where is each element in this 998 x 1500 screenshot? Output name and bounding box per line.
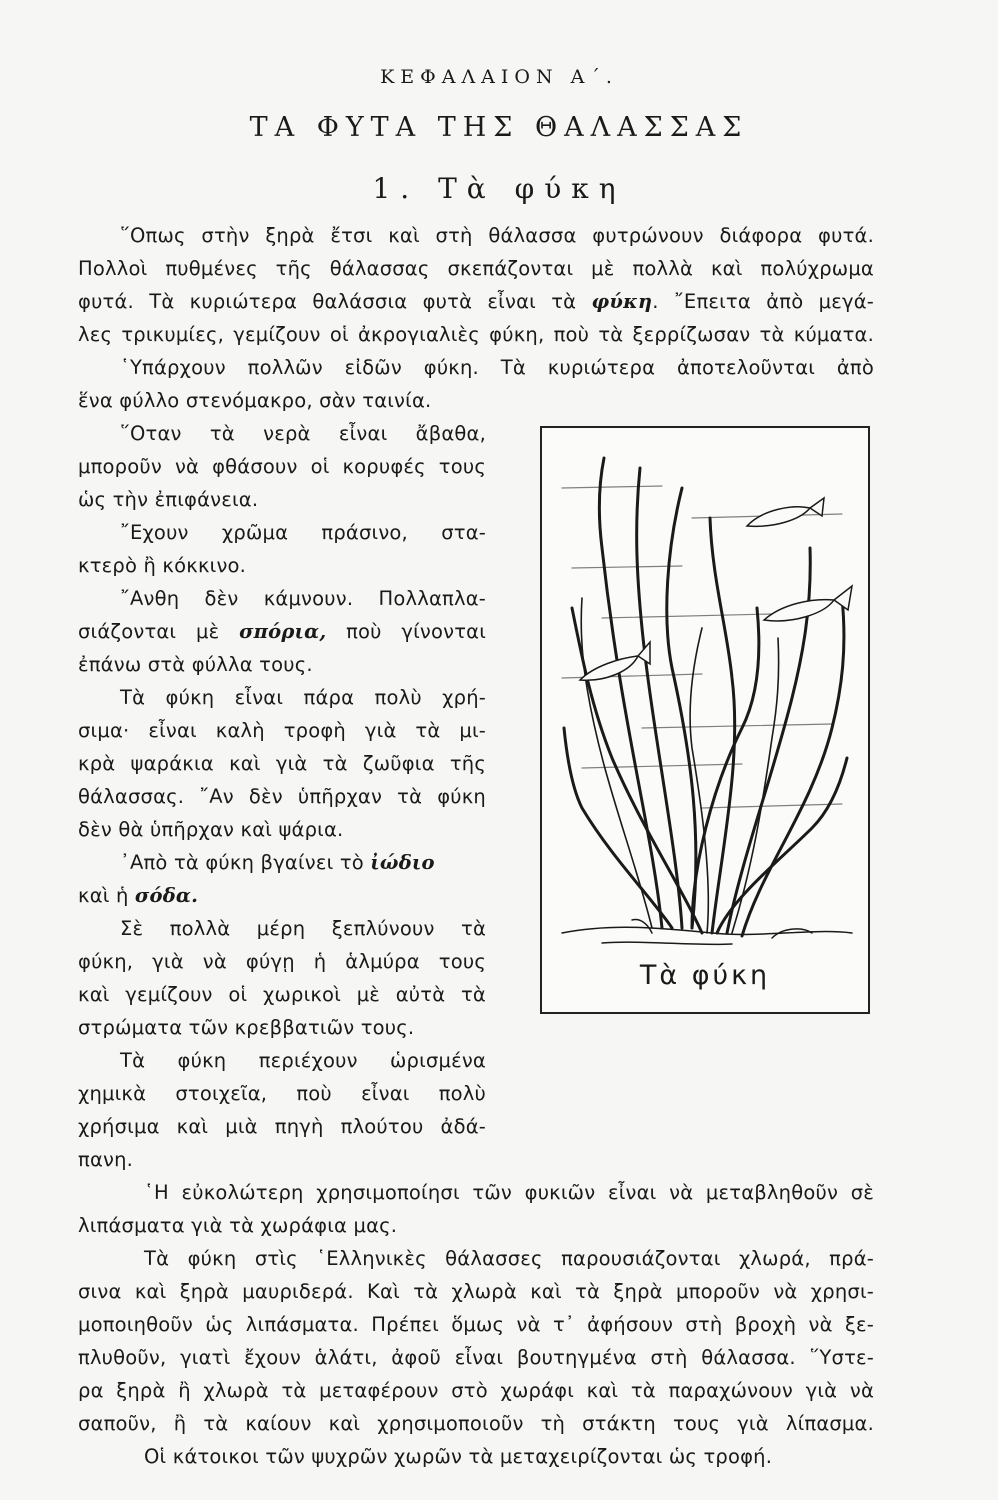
text-line: πλυθοῦν, γιατὶ ἔχουν ἁλάτι, ἀφοῦ εἶναι βουτηγμένα στὴ θάλασσα. ῞Υστε-	[78, 1346, 874, 1369]
page-title: ΤΑ ΦΥΤΑ ΤΗΣ ΘΑΛΑΣΣΑΣ	[249, 112, 749, 143]
text-line: ῾Η εὐκολώτερη χρησιμοποίησι τῶν φυκιῶν εἶναι νὰ μεταβληθοῦν σὲ	[144, 1181, 874, 1204]
emphasis-term: σπόρια,	[239, 620, 327, 643]
text-line: Πολλοὶ πυθμένες τῆς θάλασσας σκεπάζονται μὲ πολλὰ καὶ πολύχρωμα	[78, 257, 874, 280]
seaweed-fronds	[564, 458, 847, 936]
text-span: καὶ ἡ	[78, 884, 135, 907]
text-line: δὲν θὰ ὑπῆρχαν καὶ ψάρια.	[78, 818, 344, 841]
text-line: στρώματα τῶν κρεββατιῶν τους.	[78, 1016, 415, 1039]
text-line: λες τρικυμίες, γεμίζουν οἱ ἀκρογιαλιὲς φύκη, ποὺ τὰ ξερρίζωσαν τὰ κύματα.	[78, 323, 874, 346]
text-line: ἐπάνω στὰ φύλλα τους.	[78, 653, 313, 676]
text-line: ἕνα φύλλο στενόμακρο, σὰν ταινία.	[78, 389, 432, 412]
text-line: ῞Οπως στὴν ξηρὰ ἔτσι καὶ στὴ θάλασσα φυτρώνουν διάφορα φυτά.	[120, 224, 874, 247]
text-line: Οἱ κάτοικοι τῶν ψυχρῶν χωρῶν τὰ μεταχειρίζονται ὡς τροφή.	[144, 1445, 773, 1468]
text-line	[78, 288, 874, 316]
water-lines	[562, 486, 842, 808]
text-line: ῞Οταν τὰ νερὰ εἶναι ἄβαθα,	[120, 422, 486, 445]
text-line: κτερὸ ἢ κόκκινο.	[78, 554, 247, 577]
text-line: καὶ γεμίζουν οἱ χωρικοὶ μὲ αὐτὰ τὰ	[78, 983, 486, 1006]
text-line: φύκη, γιὰ νὰ φύγῃ ἡ ἁλμύρα τους	[78, 950, 486, 973]
fish-group	[580, 498, 852, 680]
chapter-heading: ΚΕΦΑΛΑΙΟΝ Α΄.	[380, 66, 618, 88]
seaweed-drawing	[542, 428, 868, 1012]
section-heading: 1. Τὰ φύκη	[372, 172, 626, 205]
text-line	[78, 618, 486, 646]
text-line: μοποιηθοῦν ὡς λιπάσματα. Πρέπει ὅμως νὰ τ᾿ ἀφήσουν στὴ βροχὴ νὰ ξε-	[78, 1313, 874, 1336]
text-span: ποὺ γίνονται	[326, 620, 486, 643]
text-line	[78, 849, 486, 877]
text-line: ῾Υπάρχουν πολλῶν εἰδῶν φύκη. Τὰ κυριώτερα ἀποτελοῦνται ἀπὸ	[120, 356, 874, 379]
text-line: Σὲ πολλὰ μέρη ξεπλύνουν τὰ	[120, 917, 486, 940]
text-span: φυτά. Τὰ κυριώτερα θαλάσσια φυτὰ εἶναι τὰ	[78, 290, 592, 313]
text-span: ᾿Απὸ τὰ φύκη βγαίνει τὸ	[120, 851, 371, 874]
text-line: χρήσιμα καὶ μιὰ πηγὴ πλούτου ἀδά-	[78, 1115, 486, 1138]
emphasis-term: σόδα.	[134, 884, 199, 907]
text-span: . ῎Επειτα ἀπὸ μεγά-	[652, 290, 874, 313]
text-line	[78, 882, 486, 910]
text-line: Τὰ φύκη εἶναι πάρα πολὺ χρή-	[120, 686, 486, 709]
text-line: σαποῦν, ἢ τὰ καίουν καὶ χρησιμοποιοῦν τὴ στάκτη τους γιὰ λίπασμα.	[78, 1412, 874, 1435]
text-line: Τὰ φύκη στὶς ῾Ελληνικὲς θάλασσες παρουσιάζονται χλωρά, πρά-	[144, 1247, 874, 1270]
text-line: ῎Ανθη δὲν κάμνουν. Πολλαπλα-	[120, 587, 486, 610]
text-line: σιμα· εἶναι καλὴ τροφὴ γιὰ τὰ μι-	[78, 719, 486, 742]
figure-caption: Τὰ φύκη	[639, 960, 771, 991]
emphasis-term: φύκη	[591, 290, 653, 313]
text-line: μποροῦν νὰ φθάσουν οἱ κορυφές τους	[78, 455, 486, 478]
emphasis-term: ἰώδιο	[370, 851, 435, 874]
seaweed-illustration	[540, 426, 870, 1014]
text-line: πανη.	[78, 1148, 134, 1171]
text-line: ρα ξηρὰ ἢ χλωρὰ τὰ μεταφέρουν στὸ χωράφι καὶ τὰ παραχώνουν γιὰ νὰ	[78, 1379, 874, 1402]
text-span: σιάζονται μὲ	[78, 620, 240, 643]
text-line: θάλασσας. ῎Αν δὲν ὑπῆρχαν τὰ φύκη	[78, 785, 486, 808]
text-line: ὡς τὴν ἐπιφάνεια.	[78, 488, 259, 511]
text-line: λιπάσματα γιὰ τὰ χωράφια μας.	[78, 1214, 398, 1237]
text-line: σινα καὶ ξηρὰ μαυριδερά. Καὶ τὰ χλωρὰ καὶ τὰ ξηρὰ μποροῦν νὰ χρησι-	[78, 1280, 874, 1303]
text-line: κρὰ ψαράκια καὶ γιὰ τὰ ζωῦφια τῆς	[78, 752, 486, 775]
text-line: Τὰ φύκη περιέχουν ὡρισμένα	[120, 1049, 486, 1072]
text-line: χημικὰ στοιχεῖα, ποὺ εἶναι πολὺ	[78, 1082, 486, 1105]
text-line: ῎Εχουν χρῶμα πράσινο, στα-	[120, 521, 486, 544]
